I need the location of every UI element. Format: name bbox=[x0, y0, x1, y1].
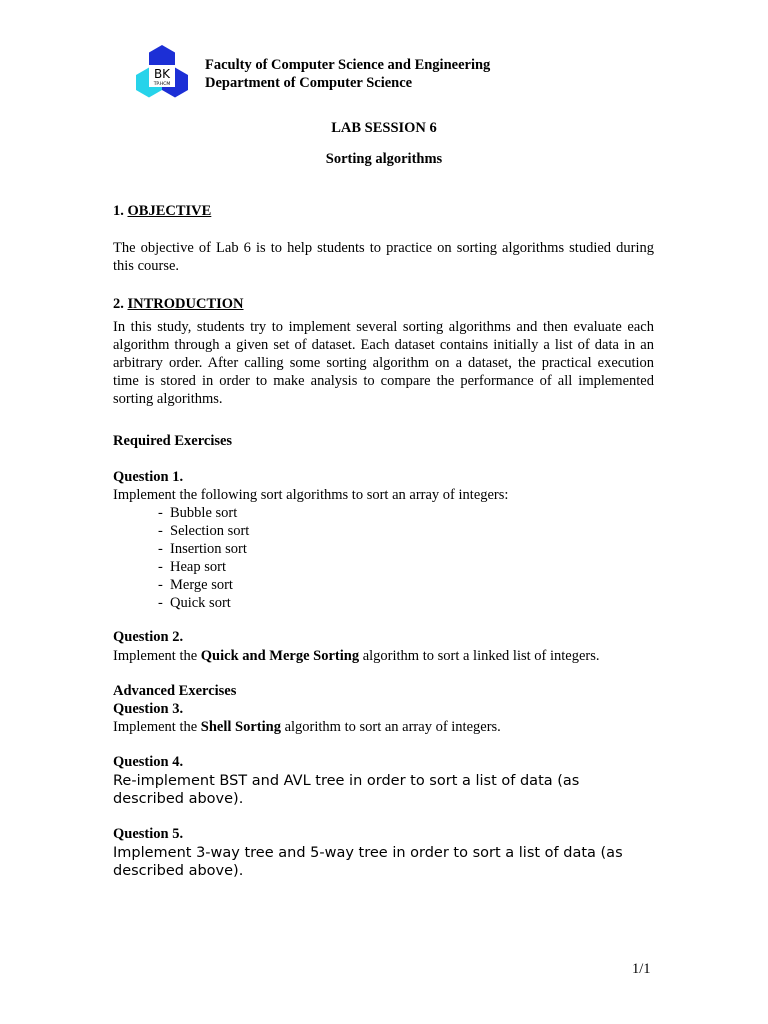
question-5-label: Question 5. bbox=[113, 826, 184, 842]
question-1-text: Implement the following sort algorithms to sort an array of integers: bbox=[113, 487, 509, 503]
sort-algorithm-list bbox=[158, 505, 249, 612]
question-3-label: Question 3. bbox=[113, 701, 184, 717]
faculty-name: Faculty of Computer Science and Engineering bbox=[205, 57, 491, 73]
question-4-text: Re-implement BST and AVL tree in order to sort a list of data (as described above). bbox=[113, 773, 580, 807]
question-1-label: Question 1. bbox=[113, 469, 184, 485]
objective-number: 1. bbox=[113, 203, 124, 219]
objective-heading bbox=[113, 203, 211, 220]
objective-title: OBJECTIVE bbox=[127, 203, 212, 219]
department-name: Department of Computer Science bbox=[205, 75, 413, 91]
list-item: - Heap sort bbox=[158, 558, 226, 575]
lab-title: LAB SESSION 6 bbox=[331, 120, 437, 136]
question-5-text: Implement 3-way tree and 5-way tree in order to sort a list of data (as described above). bbox=[113, 845, 623, 879]
question-2-label: Question 2. bbox=[113, 629, 184, 645]
question-2-text: Implement the Quick and Merge Sorting algorithm to sort a linked list of integers. bbox=[113, 648, 600, 664]
header-block bbox=[205, 56, 490, 92]
logo-text: BK bbox=[153, 67, 171, 81]
required-exercises-heading: Required Exercises bbox=[113, 433, 233, 449]
introduction-number: 2. bbox=[113, 296, 124, 312]
introduction-heading bbox=[113, 296, 244, 313]
list-item: - Selection sort bbox=[158, 522, 250, 539]
question-3-text: Implement the Shell Sorting algorithm to sort an array of integers. bbox=[113, 719, 501, 735]
question-4-label: Question 4. bbox=[113, 754, 184, 770]
list-item: - Insertion sort bbox=[158, 540, 247, 557]
list-item: - Quick sort bbox=[158, 594, 231, 611]
page-number: 1/1 bbox=[632, 961, 651, 977]
advanced-exercises-heading: Advanced Exercises bbox=[113, 683, 237, 699]
list-item: - Merge sort bbox=[158, 576, 233, 593]
objective-text: The objective of Lab 6 is to help students to practice on sorting algorithms studied during this course. bbox=[113, 240, 654, 274]
introduction-title: INTRODUCTION bbox=[127, 296, 244, 312]
lab-subtitle: Sorting algorithms bbox=[325, 151, 443, 167]
introduction-text: In this study, students try to implement several sorting algorithms and then evaluate each algorithm through a given set of dataset. Each dataset contains initially a list of data in an arbitrary order. After calling some sorting algorithm on a dataset, the practical execution time is stored in order to make analysis to compare the performance of all implemented sorting algorithms. bbox=[113, 319, 654, 407]
question-3-emphasis: Shell Sorting bbox=[200, 719, 281, 735]
logo-subtext: TP.HCM bbox=[153, 82, 171, 87]
list-item: - Bubble sort bbox=[158, 505, 238, 521]
question-2-emphasis: Quick and Merge Sorting bbox=[200, 648, 360, 664]
university-logo bbox=[135, 44, 189, 102]
